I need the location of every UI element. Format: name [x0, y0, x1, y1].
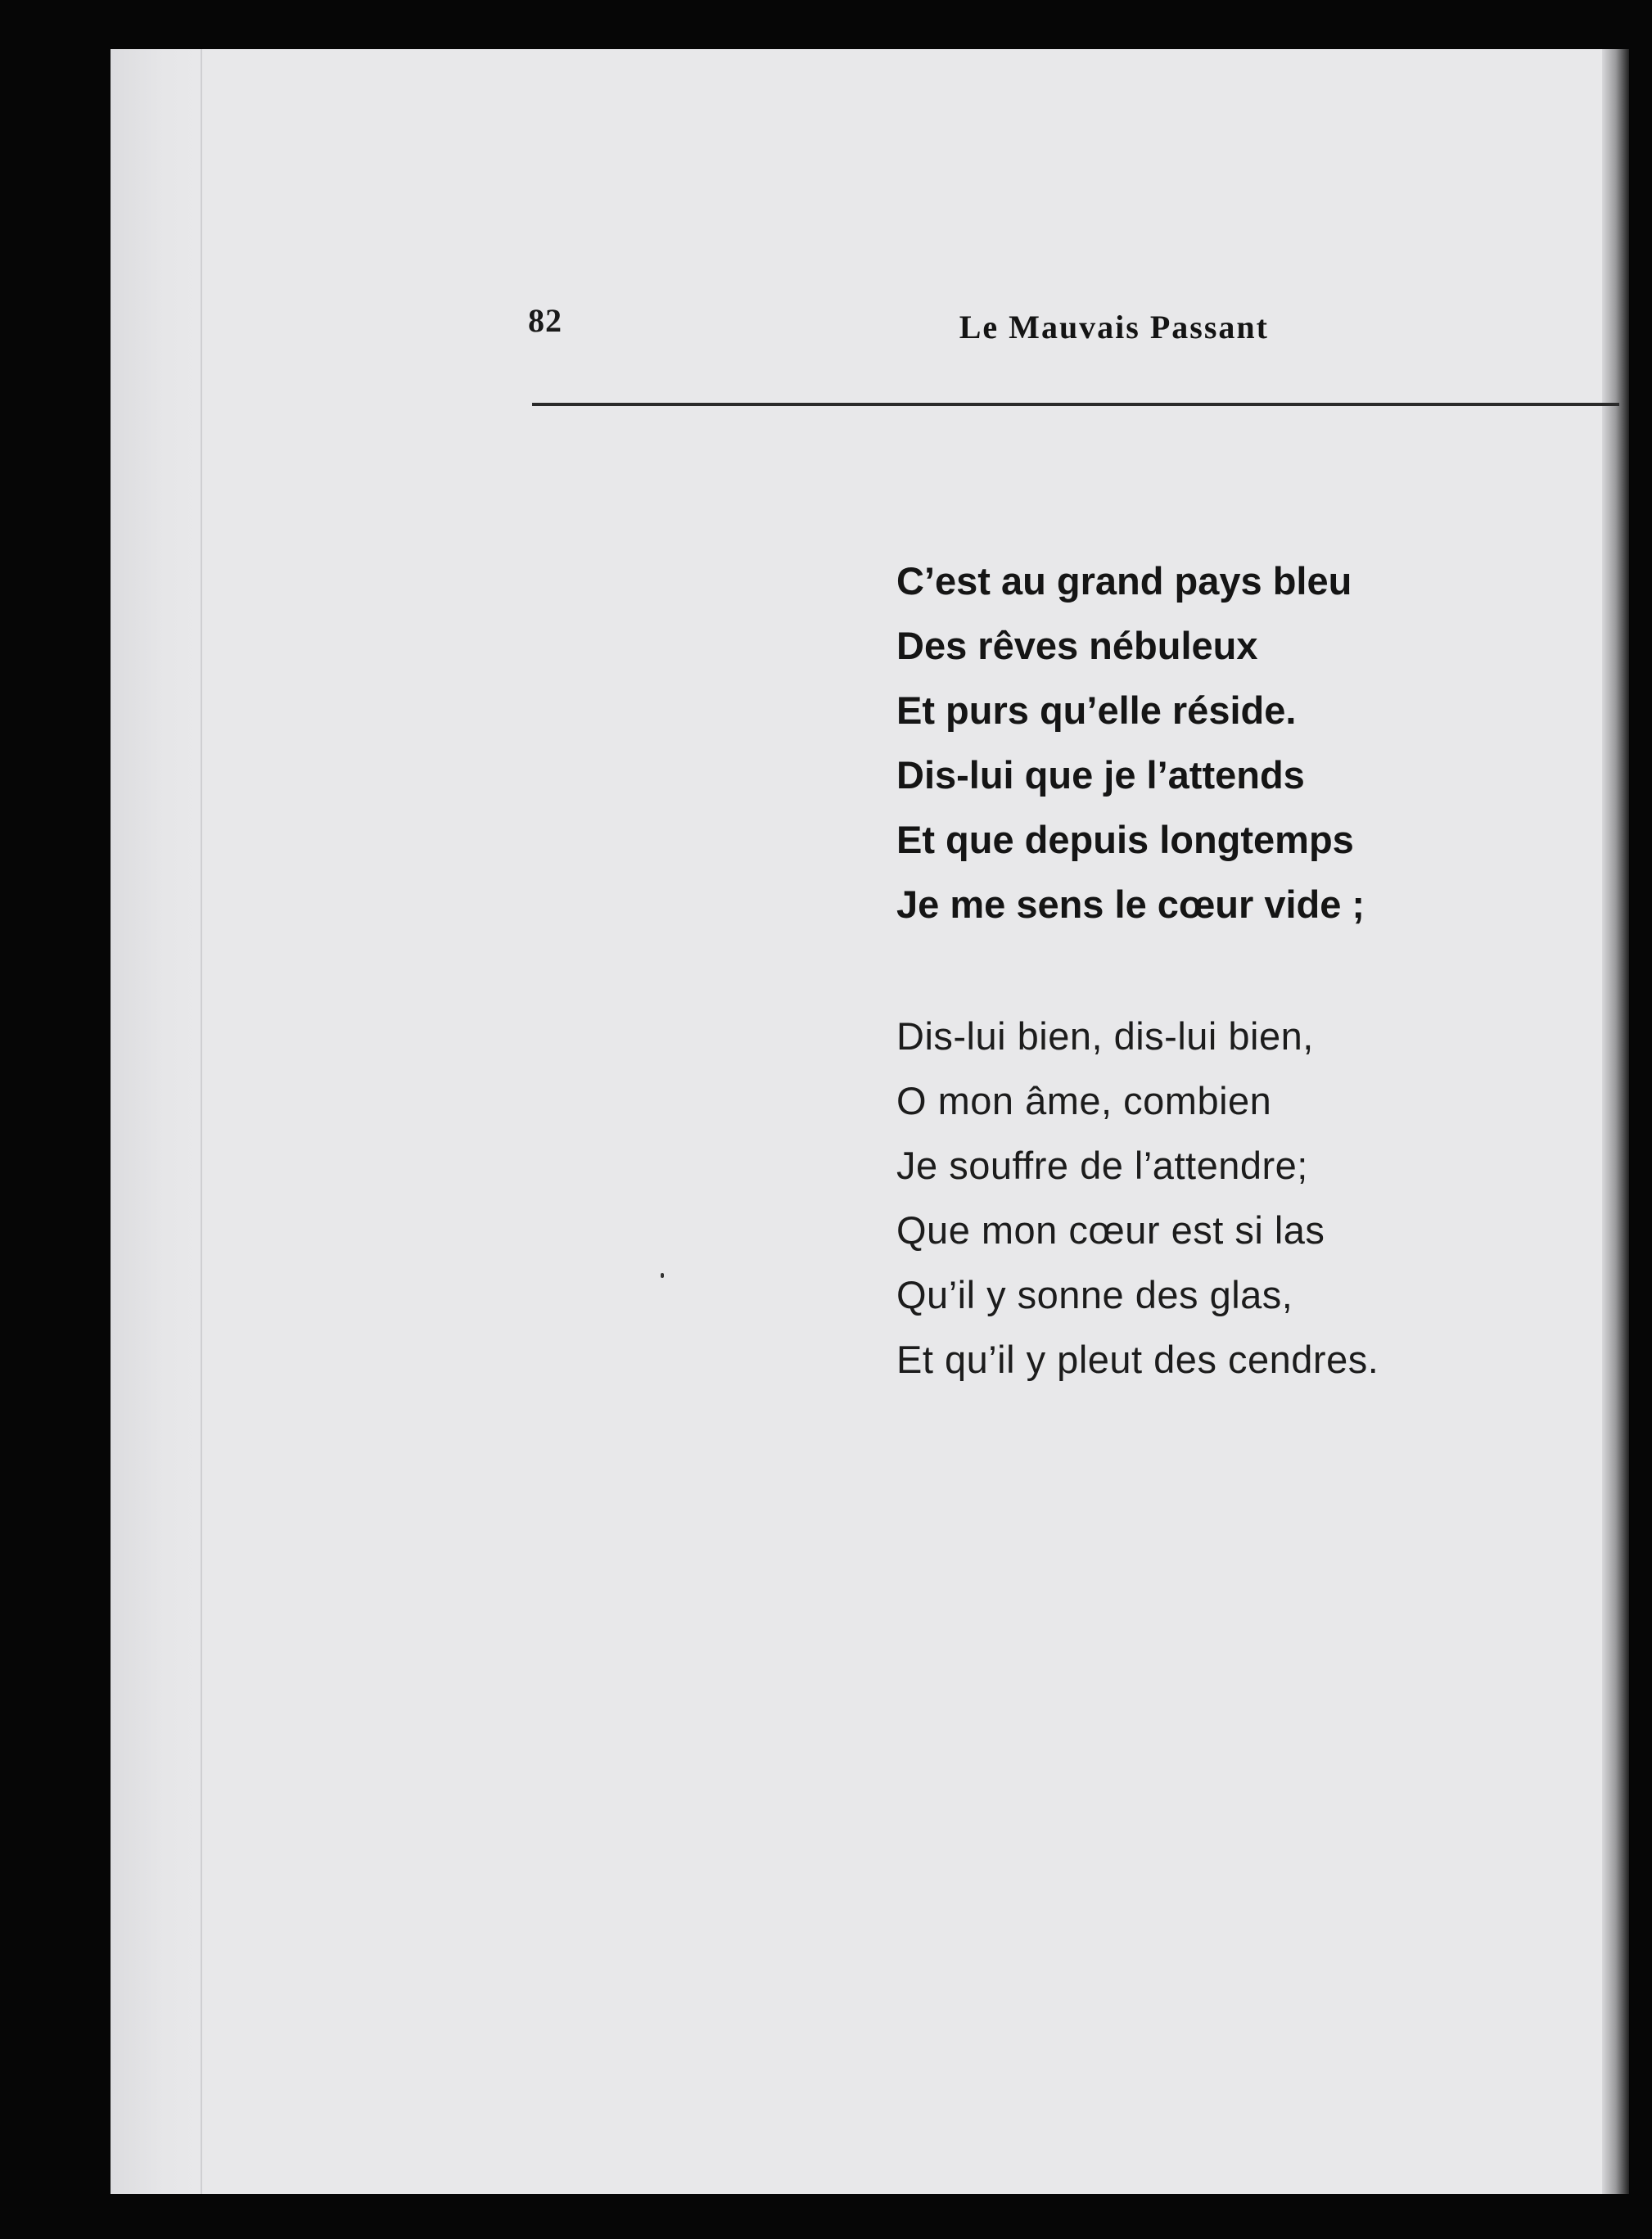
poem-line: Dis-lui que je l’attends [896, 753, 1305, 797]
running-head [528, 301, 1363, 350]
poem-line: Qu’il y sonne des glas, [896, 1273, 1293, 1316]
poem-line: Que mon cœur est si las [896, 1208, 1325, 1252]
poem-line: Je souffre de l’attendre; [896, 1144, 1308, 1187]
running-title: Le Mauvais Passant [959, 309, 1269, 345]
binding-edge [111, 49, 202, 2194]
poem-line: Je me sens le cœur vide ; [896, 883, 1365, 926]
poem [896, 548, 1519, 1392]
stanza [896, 1004, 1519, 1392]
header-rule [532, 403, 1619, 406]
book-page [111, 49, 1629, 2194]
poem-line: O mon âme, combien [896, 1079, 1272, 1122]
poem-line: Dis-lui bien, dis-lui bien, [896, 1014, 1314, 1058]
poem-line: Des rêves nébuleux [896, 624, 1258, 667]
page-edge-shadow [1602, 49, 1629, 2194]
poem-line: Et qu’il y pleut des cendres. [896, 1338, 1379, 1381]
page-number: 82 [528, 302, 562, 339]
stanza [896, 548, 1519, 937]
ink-speck [661, 1273, 664, 1278]
poem-line: Et que depuis longtemps [896, 818, 1354, 861]
poem-line: Et purs qu’elle réside. [896, 688, 1297, 732]
poem-line: C’est au grand pays bleu [896, 559, 1352, 603]
